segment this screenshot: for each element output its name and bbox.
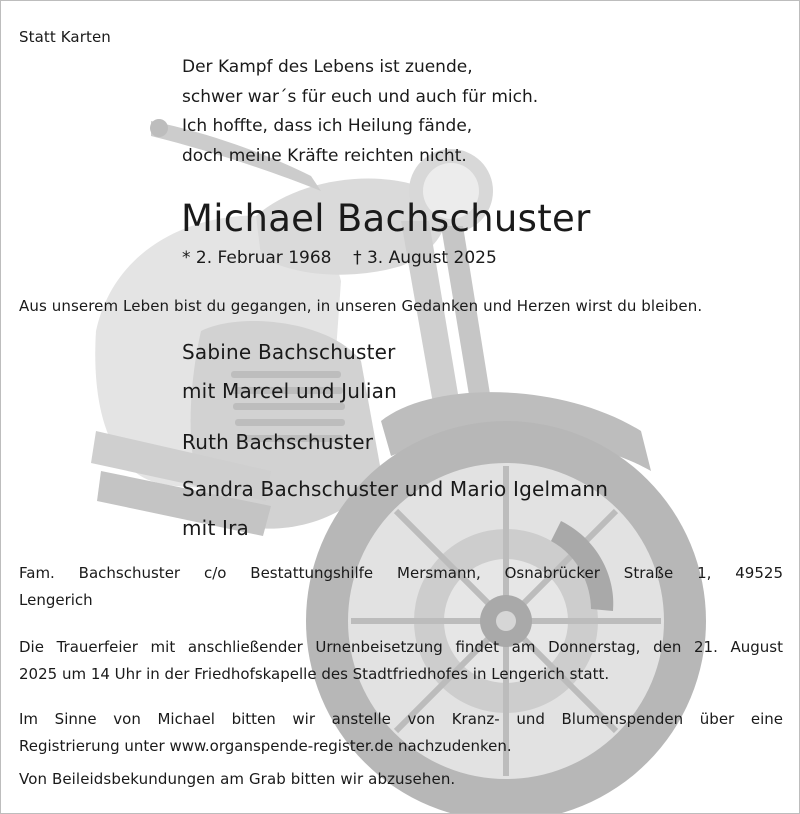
mourner-line: Sandra Bachschuster und Mario Igelmann — [182, 477, 609, 501]
donation-line: Registrierung unter www.organspende-register.de nachzudenken. — [19, 737, 512, 755]
mourner-line: Ruth Bachschuster — [182, 430, 374, 454]
life-dates: * 2. Februar 1968 † 3. August 2025 — [182, 248, 497, 268]
farewell-text: Aus unserem Leben bist du gegangen, in unseren Gedanken und Herzen wirst du bleiben. — [19, 297, 703, 315]
donation-block — [19, 706, 783, 760]
mourner-line: Sabine Bachschuster — [182, 340, 396, 364]
deceased-name: Michael Bachschuster — [181, 197, 591, 240]
poem-line: Der Kampf des Lebens ist zuende, — [182, 57, 473, 77]
poem-line: schwer war´s für euch und auch für mich. — [182, 86, 539, 107]
ceremony-line: 2025 um 14 Uhr in der Friedhofskapelle des Stadtfriedhofes in Lengerich statt. — [19, 665, 610, 683]
poem — [182, 53, 538, 171]
intro-text: Statt Karten — [19, 28, 111, 46]
mourner-line: mit Marcel und Julian — [182, 379, 397, 403]
address-block — [19, 560, 783, 614]
poem-line: doch meine Kräfte reichten nicht. — [182, 145, 467, 166]
closing-text: Von Beileidsbekundungen am Grab bitten wir abzusehen. — [19, 770, 456, 788]
mourner-line: mit Ira — [182, 516, 250, 540]
address-line: Fam. Bachschuster c/o Bestattungshilfe Mersmann, Osnabrücker Straße 1, 49525 — [19, 564, 783, 582]
poem-line: Ich hoffte, dass ich Heilung fände, — [182, 116, 473, 136]
donation-line: Im Sinne von Michael bitten wir anstelle von Kranz- und Blumenspenden über eine — [19, 710, 783, 728]
ceremony-line: Die Trauerfeier mit anschließender Urnenbeisetzung findet am Donnerstag, den 21. August — [19, 638, 783, 656]
address-line: Lengerich — [19, 591, 93, 609]
ceremony-block — [19, 634, 783, 688]
